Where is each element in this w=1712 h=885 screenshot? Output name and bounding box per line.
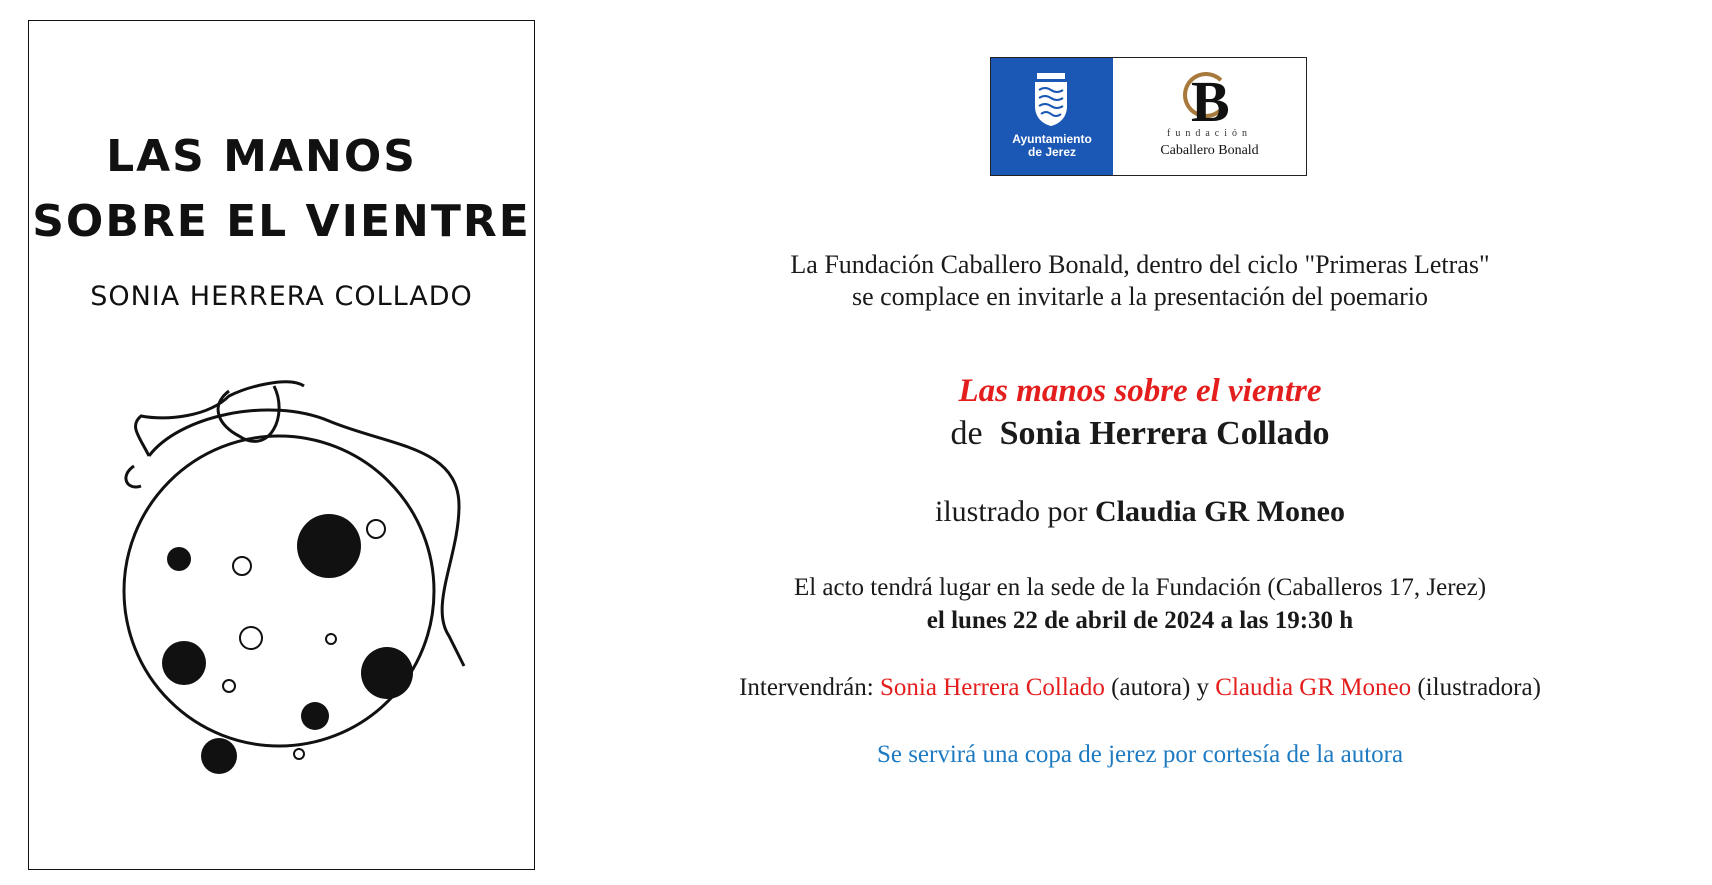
speaker-2-role: (ilustradora) <box>1417 674 1541 701</box>
date-line: el lunes 22 de abril de 2024 a las 19:30 h <box>926 607 1354 634</box>
book-cover <box>28 20 535 870</box>
book-title: Las manos sobre el vientre <box>958 373 1322 409</box>
moon-illustration <box>89 376 509 776</box>
author-name: Sonia Herrera Collado <box>999 415 1330 452</box>
fundacion-name: Caballero Bonald <box>1160 143 1259 158</box>
intro-line-2: se complace en invitarle a la presentación del poemario <box>851 282 1429 311</box>
ayuntamiento-logo <box>991 58 1113 175</box>
cover-title-line1: LAS MANOS <box>106 131 417 182</box>
speakers-prefix: Intervendrán: <box>739 674 874 701</box>
author-line <box>640 415 1640 453</box>
speaker-2: Claudia GR Moneo <box>1215 674 1412 701</box>
cover-title-line2: SOBRE EL VIENTRE <box>32 196 531 247</box>
fundacion-small-label: fundación <box>1167 128 1252 139</box>
fundacion-logo <box>1113 58 1306 175</box>
by-prefix: de <box>950 415 983 452</box>
cover-author: SONIA HERRERA COLLADO <box>90 281 473 312</box>
sponsor-logos <box>990 57 1307 176</box>
speakers-line <box>640 674 1640 702</box>
ayuntamiento-label-1: Ayuntamiento <box>1012 132 1092 146</box>
intro-line-1: La Fundación Caballero Bonald, dentro del ciclo "Primeras Letras" <box>790 250 1490 279</box>
ayuntamiento-label-2: de Jerez <box>1027 145 1077 159</box>
illustrated-prefix: ilustrado por <box>934 495 1088 528</box>
speaker-1-role: (autora) y <box>1111 674 1210 701</box>
illustrator-name: Claudia GR Moneo <box>1094 495 1345 528</box>
speaker-1: Sonia Herrera Collado <box>879 674 1105 701</box>
illustrator-line <box>640 495 1640 529</box>
crest-icon <box>1031 70 1071 128</box>
venue-line: El acto tendrá lugar en la sede de la Fundación (Caballeros 17, Jerez) <box>793 574 1487 601</box>
fundacion-letter: B <box>1191 69 1230 134</box>
closing-line: Se servirá una copa de jerez por cortesía de la autora <box>876 741 1404 768</box>
